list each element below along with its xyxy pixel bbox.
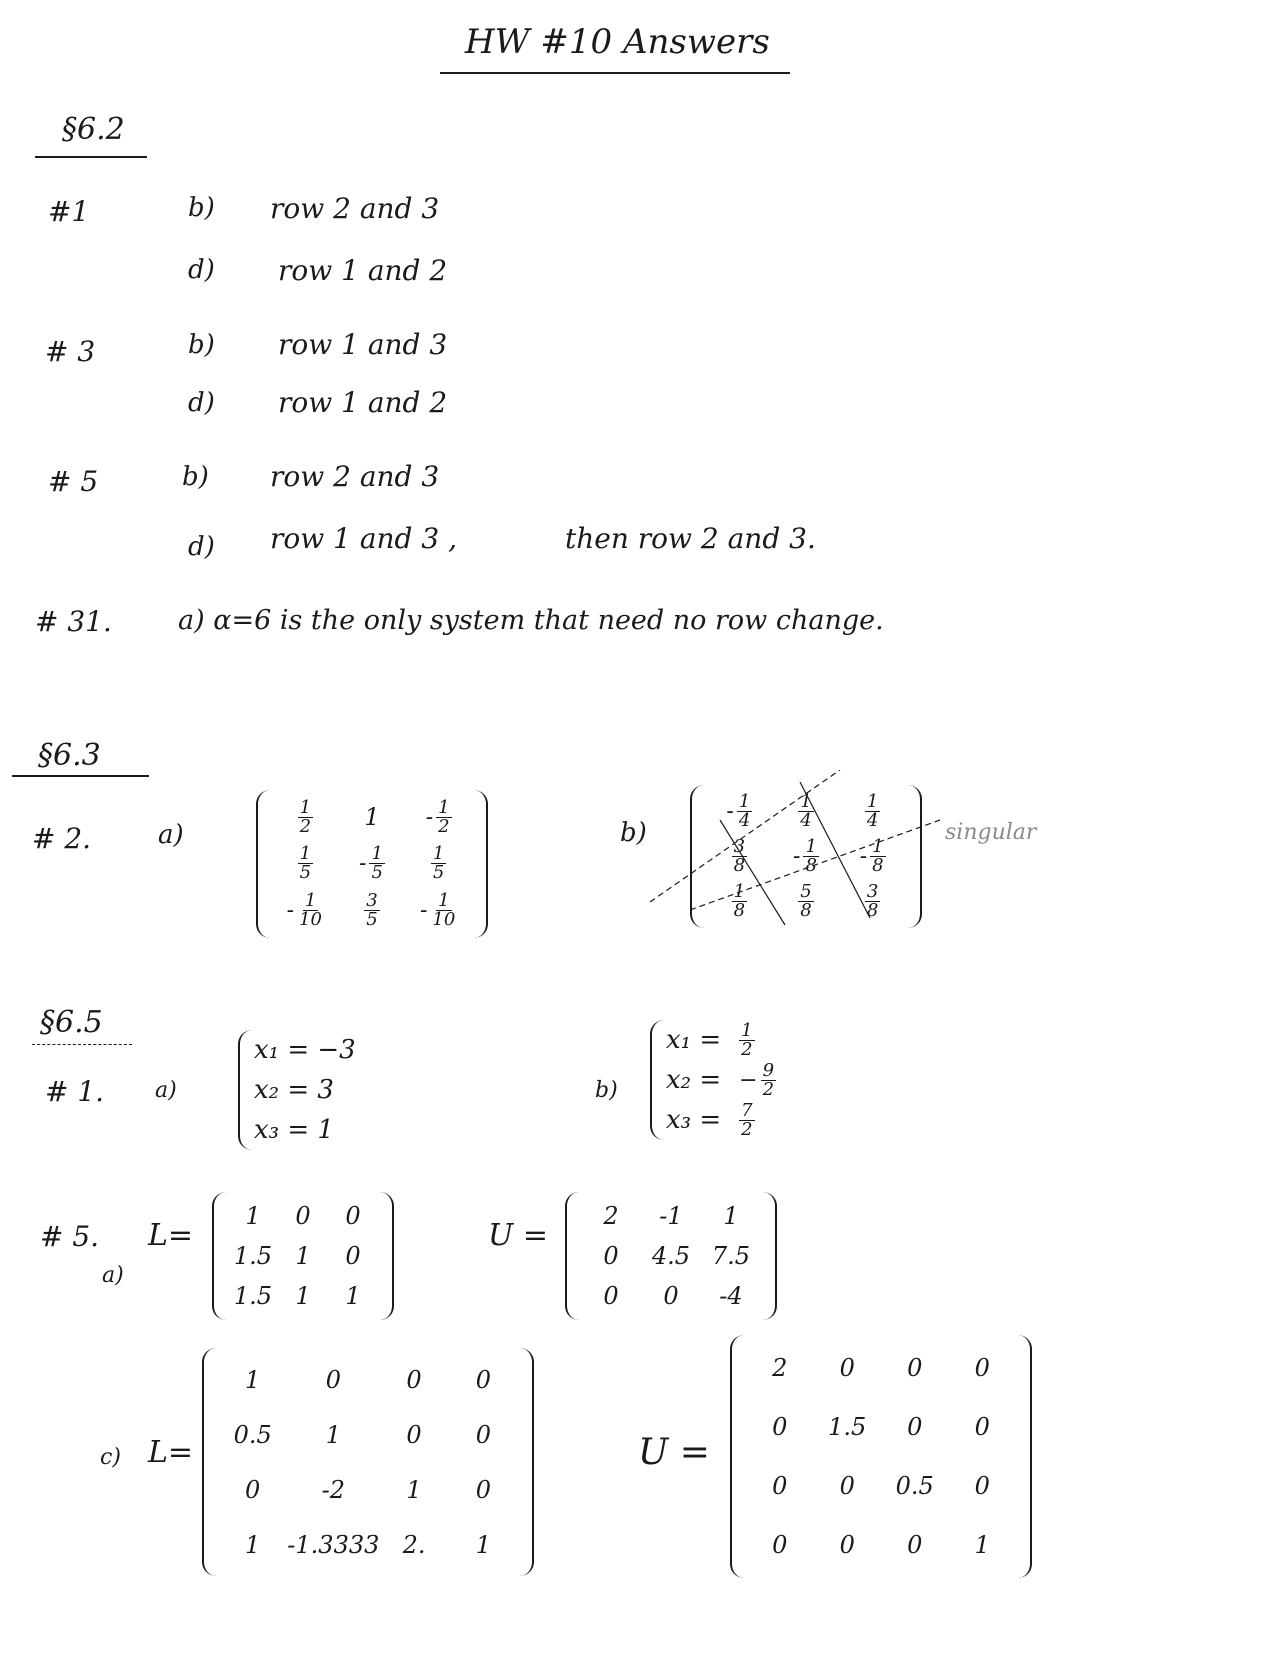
title-underline bbox=[440, 72, 790, 74]
matrix-cell: 0.5 bbox=[233, 1420, 272, 1449]
part-label: a) bbox=[158, 820, 184, 850]
numerator: 1 bbox=[738, 791, 751, 812]
matrix-cell: 0 bbox=[772, 1471, 788, 1500]
matrix-cell: 0 bbox=[974, 1413, 990, 1442]
matrix-cell: 0 bbox=[603, 1282, 619, 1310]
denominator: 8 bbox=[866, 900, 879, 921]
matrix-cell: 0 bbox=[663, 1282, 679, 1310]
matrix-cell: 0 bbox=[974, 1354, 990, 1383]
matrix-cell: 1 bbox=[245, 1530, 261, 1559]
denominator: 8 bbox=[872, 855, 884, 876]
matrix-cell: 4.5 bbox=[651, 1242, 691, 1270]
denominator: 8 bbox=[805, 855, 817, 876]
denominator: 4 bbox=[866, 810, 879, 831]
numerator: 1 bbox=[304, 890, 317, 912]
matrix-cell: 1 bbox=[245, 1202, 261, 1230]
u-factor-matrix-c bbox=[730, 1335, 1032, 1578]
l-factor-matrix-c bbox=[202, 1348, 534, 1576]
section-heading-6-2: §6.2 bbox=[62, 112, 125, 147]
matrix-cell bbox=[287, 892, 324, 929]
denominator: 5 bbox=[299, 862, 312, 884]
denominator: 8 bbox=[733, 855, 746, 876]
denominator: 5 bbox=[371, 862, 383, 884]
numerator: 1 bbox=[741, 1019, 753, 1041]
matrix-cell: 0 bbox=[839, 1471, 855, 1500]
equation-row: x₂ = 3 bbox=[254, 1075, 334, 1105]
answer-text: row 1 and 2 bbox=[278, 254, 448, 287]
matrix-cell: 0 bbox=[907, 1354, 923, 1383]
matrix-cell: 1 bbox=[974, 1530, 990, 1559]
numerator: 9 bbox=[762, 1059, 775, 1081]
matrix-cell bbox=[739, 1059, 776, 1100]
part-label: d) bbox=[188, 255, 215, 285]
section-underline-6-5 bbox=[32, 1044, 132, 1047]
matrix-cell: 2 bbox=[603, 1202, 619, 1230]
matrix-cell: 2 bbox=[772, 1354, 788, 1383]
denominator: 8 bbox=[800, 900, 812, 921]
solution-system-a bbox=[238, 1030, 414, 1150]
denominator: 4 bbox=[738, 810, 751, 831]
matrix-cell bbox=[739, 1019, 754, 1060]
numerator: 3 bbox=[866, 881, 879, 902]
fraction bbox=[739, 1019, 754, 1060]
matrix-cell: 1 bbox=[345, 1282, 361, 1310]
problem-label-3: # 3 bbox=[45, 335, 96, 368]
matrix-cell bbox=[431, 845, 446, 882]
section-underline-6-2 bbox=[35, 156, 147, 158]
l-factor-label: L= bbox=[148, 1435, 194, 1470]
equation-lhs: x₁ = bbox=[666, 1025, 722, 1055]
numerator: 1 bbox=[438, 890, 450, 912]
denominator: 10 bbox=[432, 909, 456, 931]
solution-system-b bbox=[650, 1020, 846, 1140]
problem-label-1: # 1. bbox=[45, 1075, 105, 1108]
problem-label-2: # 2. bbox=[32, 822, 92, 855]
denominator: 2 bbox=[741, 1118, 753, 1140]
matrix-cell: 1 bbox=[295, 1242, 311, 1270]
part-label: b) bbox=[182, 462, 209, 492]
matrix-cell: 2. bbox=[402, 1530, 426, 1559]
matrix-cell: 0 bbox=[345, 1242, 361, 1270]
sign: - bbox=[359, 851, 367, 877]
matrix-cell bbox=[359, 845, 385, 882]
problem-label-1: #1 bbox=[48, 195, 90, 228]
denominator: 2 bbox=[438, 815, 450, 837]
matrix-cell bbox=[298, 845, 313, 882]
matrix-cell: 1 bbox=[406, 1475, 422, 1504]
numerator: 1 bbox=[872, 836, 884, 857]
answer-text: row 1 and 3 bbox=[278, 328, 448, 361]
matrix-cell: 1.5 bbox=[233, 1242, 273, 1270]
matrix-cell: 0 bbox=[475, 1365, 491, 1394]
equation-row: x₁ = −3 bbox=[254, 1035, 356, 1065]
matrix-cell: 1 bbox=[723, 1202, 739, 1230]
answer-text-extra: then row 2 and 3. bbox=[565, 522, 816, 555]
singular-note: singular bbox=[945, 820, 1037, 845]
fraction bbox=[436, 796, 451, 837]
answer-text: row 2 and 3 bbox=[270, 460, 440, 493]
numerator: 3 bbox=[366, 890, 378, 912]
numerator: 7 bbox=[741, 1099, 753, 1121]
sign: - bbox=[859, 844, 868, 869]
matrix-cell: 0 bbox=[295, 1202, 311, 1230]
matrix-cell: 0 bbox=[839, 1530, 855, 1559]
fraction bbox=[297, 892, 324, 929]
matrix-cell bbox=[364, 892, 379, 929]
matrix-cell bbox=[739, 1099, 754, 1140]
matrix-cell bbox=[420, 892, 457, 929]
matrix-cell: 1 bbox=[245, 1365, 261, 1394]
problem-label-5: # 5. bbox=[40, 1220, 100, 1253]
matrix-cell: 1.5 bbox=[233, 1282, 273, 1310]
matrix-cell: 0 bbox=[475, 1420, 491, 1449]
sign: - bbox=[726, 799, 734, 824]
part-label: c) bbox=[100, 1445, 121, 1470]
matrix-cell: 0 bbox=[772, 1413, 788, 1442]
matrix-cell: 0 bbox=[325, 1365, 341, 1394]
numerator: 1 bbox=[800, 791, 812, 812]
numerator: 1 bbox=[371, 843, 383, 865]
u-factor-label: U = bbox=[488, 1218, 548, 1253]
numerator: 1 bbox=[866, 791, 879, 812]
denominator: 5 bbox=[366, 909, 378, 931]
sign: − bbox=[739, 1067, 758, 1093]
part-label: b) bbox=[620, 818, 647, 848]
matrix-cell: 7.5 bbox=[711, 1242, 751, 1270]
equation-lhs: x₃ = bbox=[666, 1105, 722, 1135]
matrix-cell: 0 bbox=[603, 1242, 619, 1270]
matrix-cell: 0 bbox=[907, 1413, 923, 1442]
equation-row bbox=[666, 1020, 846, 1060]
matrix-cell: -2 bbox=[321, 1475, 346, 1504]
section-underline-6-3 bbox=[12, 775, 149, 777]
equation-lhs: x₂ = bbox=[666, 1065, 722, 1095]
sign: - bbox=[419, 898, 428, 924]
part-label: d) bbox=[188, 532, 215, 562]
numerator: 3 bbox=[733, 836, 746, 857]
matrix-cell: 0 bbox=[475, 1475, 491, 1504]
equation-row: x₃ = 1 bbox=[254, 1115, 334, 1145]
answer-text: row 1 and 2 bbox=[278, 386, 448, 419]
equation-row bbox=[666, 1100, 846, 1140]
cross-out-lines bbox=[650, 770, 950, 930]
numerator: 1 bbox=[733, 881, 746, 902]
denominator: 5 bbox=[432, 862, 445, 884]
matrix-cell: 1 bbox=[325, 1420, 341, 1449]
answer-text: row 2 and 3 bbox=[270, 192, 440, 225]
matrix-cell: 0 bbox=[907, 1530, 923, 1559]
fraction bbox=[364, 892, 379, 929]
denominator: 10 bbox=[299, 909, 322, 931]
page-title: HW #10 Answers bbox=[465, 22, 770, 62]
part-label: b) bbox=[188, 193, 215, 223]
part-label: b) bbox=[595, 1078, 618, 1103]
numerator: 1 bbox=[438, 796, 450, 818]
matrix-cell: 0 bbox=[406, 1365, 422, 1394]
fraction bbox=[298, 796, 313, 837]
fraction bbox=[430, 892, 457, 929]
denominator: 2 bbox=[741, 1038, 753, 1060]
sign: - bbox=[286, 898, 295, 924]
sign: - bbox=[793, 844, 801, 869]
fraction bbox=[298, 845, 313, 882]
numerator: 1 bbox=[805, 836, 817, 857]
matrix-cell: 0.5 bbox=[895, 1471, 934, 1500]
fraction bbox=[431, 845, 446, 882]
numerator: 1 bbox=[299, 843, 312, 865]
fraction bbox=[739, 1099, 754, 1140]
matrix-cell: 0 bbox=[406, 1420, 422, 1449]
matrix-cell: 0 bbox=[345, 1202, 361, 1230]
part-label: b) bbox=[188, 330, 215, 360]
matrix-cell: -4 bbox=[719, 1282, 743, 1310]
matrix-cell: 1 bbox=[475, 1530, 491, 1559]
part-label: a) bbox=[155, 1078, 177, 1103]
fraction bbox=[369, 845, 384, 882]
matrix-cell: -1.3333 bbox=[287, 1530, 380, 1559]
u-factor-matrix-a bbox=[565, 1192, 777, 1320]
problem-label-31: # 31. bbox=[35, 605, 112, 638]
denominator: 2 bbox=[299, 815, 312, 837]
part-label: a) bbox=[102, 1263, 124, 1288]
problem-label-5: # 5 bbox=[48, 465, 99, 498]
matrix-cell: 0 bbox=[974, 1471, 990, 1500]
matrix-cell: 1 bbox=[364, 803, 380, 832]
matrix-cell: 1 bbox=[295, 1282, 311, 1310]
matrix-cell: 0 bbox=[245, 1475, 261, 1504]
fraction bbox=[761, 1059, 776, 1100]
sign: - bbox=[425, 804, 434, 830]
answer-text: a) α=6 is the only system that need no row change. bbox=[178, 605, 884, 636]
matrix-cell: -1 bbox=[659, 1202, 683, 1230]
l-factor-matrix-a bbox=[212, 1192, 394, 1320]
matrix-cell: 0 bbox=[772, 1530, 788, 1559]
matrix-cell bbox=[425, 796, 452, 837]
denominator: 4 bbox=[800, 810, 812, 831]
matrix-cell bbox=[298, 796, 313, 837]
numerator: 1 bbox=[299, 796, 312, 818]
answer-text: row 1 and 3 , bbox=[270, 522, 457, 555]
numerator: 5 bbox=[800, 881, 812, 902]
u-factor-label: U = bbox=[638, 1432, 710, 1473]
l-factor-label: L= bbox=[148, 1218, 194, 1253]
equation-row bbox=[666, 1060, 846, 1100]
part-label: d) bbox=[188, 388, 215, 418]
matrix-cell: 1.5 bbox=[828, 1413, 867, 1442]
denominator: 2 bbox=[762, 1078, 775, 1100]
inverse-matrix-a bbox=[256, 790, 488, 938]
denominator: 8 bbox=[733, 900, 746, 921]
matrix-cell: 0 bbox=[839, 1354, 855, 1383]
section-heading-6-3: §6.3 bbox=[38, 738, 101, 773]
numerator: 1 bbox=[432, 843, 445, 865]
section-heading-6-5: §6.5 bbox=[40, 1005, 103, 1040]
